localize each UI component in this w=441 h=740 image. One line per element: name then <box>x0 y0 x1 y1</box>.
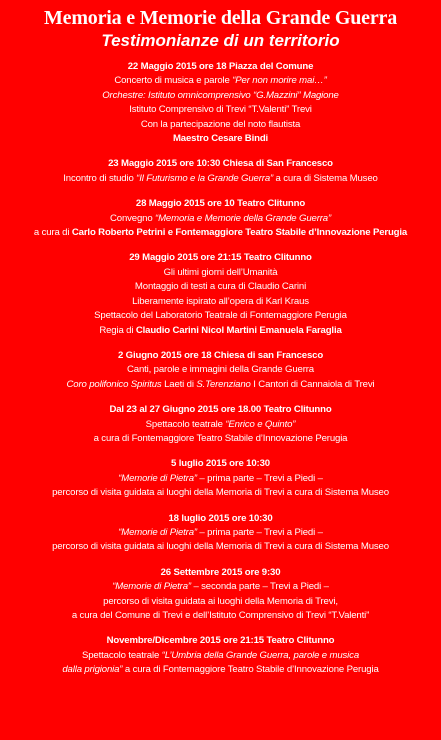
event-block <box>4 349 437 392</box>
event-line <box>4 580 437 594</box>
event-line <box>4 663 437 677</box>
event-text: Regia di <box>99 324 136 336</box>
event-text: “Per non morire mai…” <box>232 75 327 87</box>
event-text: 5 luglio 2015 ore 10:30 <box>171 458 270 470</box>
event-text: Istituto Comprensivo di Trevi “T.Valenti” Trevi <box>129 104 312 116</box>
page-title: Memoria e Memorie della Grande Guerra <box>43 7 398 29</box>
event-line <box>4 295 437 309</box>
event-line <box>4 212 437 226</box>
event-text: – seconda parte – Trevi a Piedi – <box>190 581 329 593</box>
event-heading <box>4 403 437 417</box>
event-line <box>4 280 437 294</box>
event-line <box>4 266 437 280</box>
event-text: percorso di visita guidata ai luoghi della Memoria di Trevi, <box>103 595 338 607</box>
event-heading <box>4 132 437 146</box>
event-text: 26 Settembre 2015 ore 9:30 <box>160 566 281 578</box>
event-line <box>4 595 437 609</box>
event-line <box>4 432 437 446</box>
event-text: Concerto di musica e parole <box>114 75 233 87</box>
event-text: – prima parte – Trevi a Piedi – <box>196 472 323 484</box>
event-block <box>4 566 437 624</box>
event-text: “Memorie di Pietra” <box>118 472 197 484</box>
event-text: dalla prigionia” <box>62 664 123 676</box>
event-text: percorso di visita guidata ai luoghi della Memoria di Trevi a cura di Sistema Museo <box>52 541 389 553</box>
event-text: a cura di Sistema Museo <box>273 172 378 184</box>
event-text: Liberamente ispirato all’opera di Karl Kraus <box>132 295 309 307</box>
event-line <box>4 118 437 132</box>
event-block <box>4 634 437 677</box>
event-text: Canti, parole e immagini della Grande Guerra <box>127 364 314 376</box>
event-line <box>4 540 437 554</box>
event-text: I Cantori di Cannaiola di Trevi <box>250 378 375 390</box>
event-text: a cura di Fontemaggiore Teatro Stabile d’Innovazione Perugia <box>122 664 379 676</box>
event-block <box>4 251 437 337</box>
event-line <box>4 649 437 663</box>
event-text: “Memoria e Memorie della Grande Guerra” <box>155 212 332 224</box>
event-text: Con la partecipazione del noto flautista <box>140 118 301 130</box>
event-text: 28 Maggio 2015 ore 10 Teatro Clitunno <box>135 198 306 210</box>
event-line <box>4 89 437 103</box>
event-line <box>4 172 437 186</box>
event-text: a cura di <box>33 227 72 239</box>
event-line <box>4 74 437 88</box>
event-text: S.Terenziano <box>196 378 251 390</box>
event-text: “Enrico e Quinto” <box>225 418 296 430</box>
event-line <box>4 363 437 377</box>
event-line <box>4 486 437 500</box>
event-block <box>4 197 437 240</box>
event-text: “L’Umbria della Grande Guerra, parole e musica <box>161 649 359 661</box>
event-text: 29 Maggio 2015 ore 21:15 Teatro Clitunno <box>129 252 312 264</box>
event-text: Coro polifonico Spiritus <box>66 378 162 390</box>
event-text: Novembre/Dicembre 2015 ore 21:15 Teatro Clitunno <box>106 635 335 647</box>
event-text: “Il Futurismo e la Grande Guerra” <box>136 172 274 184</box>
event-text: – prima parte – Trevi a Piedi – <box>196 526 323 538</box>
event-text: Gli ultimi giorni dell’Umanità <box>163 266 278 278</box>
event-text: Claudio Carini Nicol Martini Emanuela Faraglia <box>135 324 342 336</box>
event-line <box>4 609 437 623</box>
event-text: 18 luglio 2015 ore 10:30 <box>168 512 273 524</box>
event-line <box>4 378 437 392</box>
event-heading <box>4 566 437 580</box>
event-heading <box>4 457 437 471</box>
event-text: Incontro di studio <box>63 172 137 184</box>
event-list <box>4 60 437 678</box>
event-text: Laeti di <box>161 378 197 390</box>
event-text: 2 Giugno 2015 ore 18 Chiesa di san Francesco <box>117 349 324 361</box>
event-heading <box>4 157 437 171</box>
event-heading <box>4 197 437 211</box>
event-block <box>4 60 437 146</box>
event-text: percorso di visita guidata ai luoghi della Memoria di Trevi a cura di Sistema Museo <box>52 487 389 499</box>
event-line <box>4 324 437 338</box>
event-line <box>4 472 437 486</box>
event-text: a cura del Comune di Trevi e dell’Istituto Comprensivo di Trevi “T.Valenti” <box>71 610 370 621</box>
event-text: 22 Maggio 2015 ore 18 Piazza del Comune <box>127 61 314 72</box>
event-text: Montaggio di testi a cura di Claudio Carini <box>134 281 307 293</box>
event-text: Dal 23 al 27 Giugno 2015 ore 18.00 Teatro Clitunno <box>109 404 332 416</box>
event-text: Spettacolo teatrale <box>145 418 226 430</box>
event-text: a cura di Fontemaggiore Teatro Stabile d’Innovazione Perugia <box>93 432 348 444</box>
event-heading <box>4 251 437 265</box>
event-heading <box>4 60 437 74</box>
event-line <box>4 309 437 323</box>
event-line <box>4 418 437 432</box>
event-heading <box>4 512 437 526</box>
event-text: Spettacolo teatrale <box>82 649 162 661</box>
event-text: Orchestre: Istituto omnicomprensivo “G.Mazzini” Magione <box>102 89 339 101</box>
event-text: Carlo Roberto Petrini e Fontemaggiore Teatro Stabile d’Innovazione Perugia <box>71 227 408 239</box>
event-text: “Memorie di Pietra” <box>118 526 197 538</box>
event-text: 23 Maggio 2015 ore 10:30 Chiesa di San Francesco <box>108 158 333 170</box>
page-subtitle: Testimonianze di un territorio <box>101 31 340 50</box>
event-heading <box>4 349 437 363</box>
event-block <box>4 403 437 446</box>
event-block <box>4 512 437 555</box>
event-line <box>4 103 437 117</box>
event-heading <box>4 634 437 648</box>
event-text: Maestro Cesare Bindi <box>172 133 269 145</box>
event-text: Convegno <box>109 212 156 224</box>
event-line <box>4 526 437 540</box>
event-text: “Memorie di Pietra” <box>112 581 191 593</box>
event-block <box>4 457 437 500</box>
event-line <box>4 226 437 240</box>
event-block <box>4 157 437 186</box>
event-text: Spettacolo del Laboratorio Teatrale di Fontemaggiore Perugia <box>94 310 347 322</box>
